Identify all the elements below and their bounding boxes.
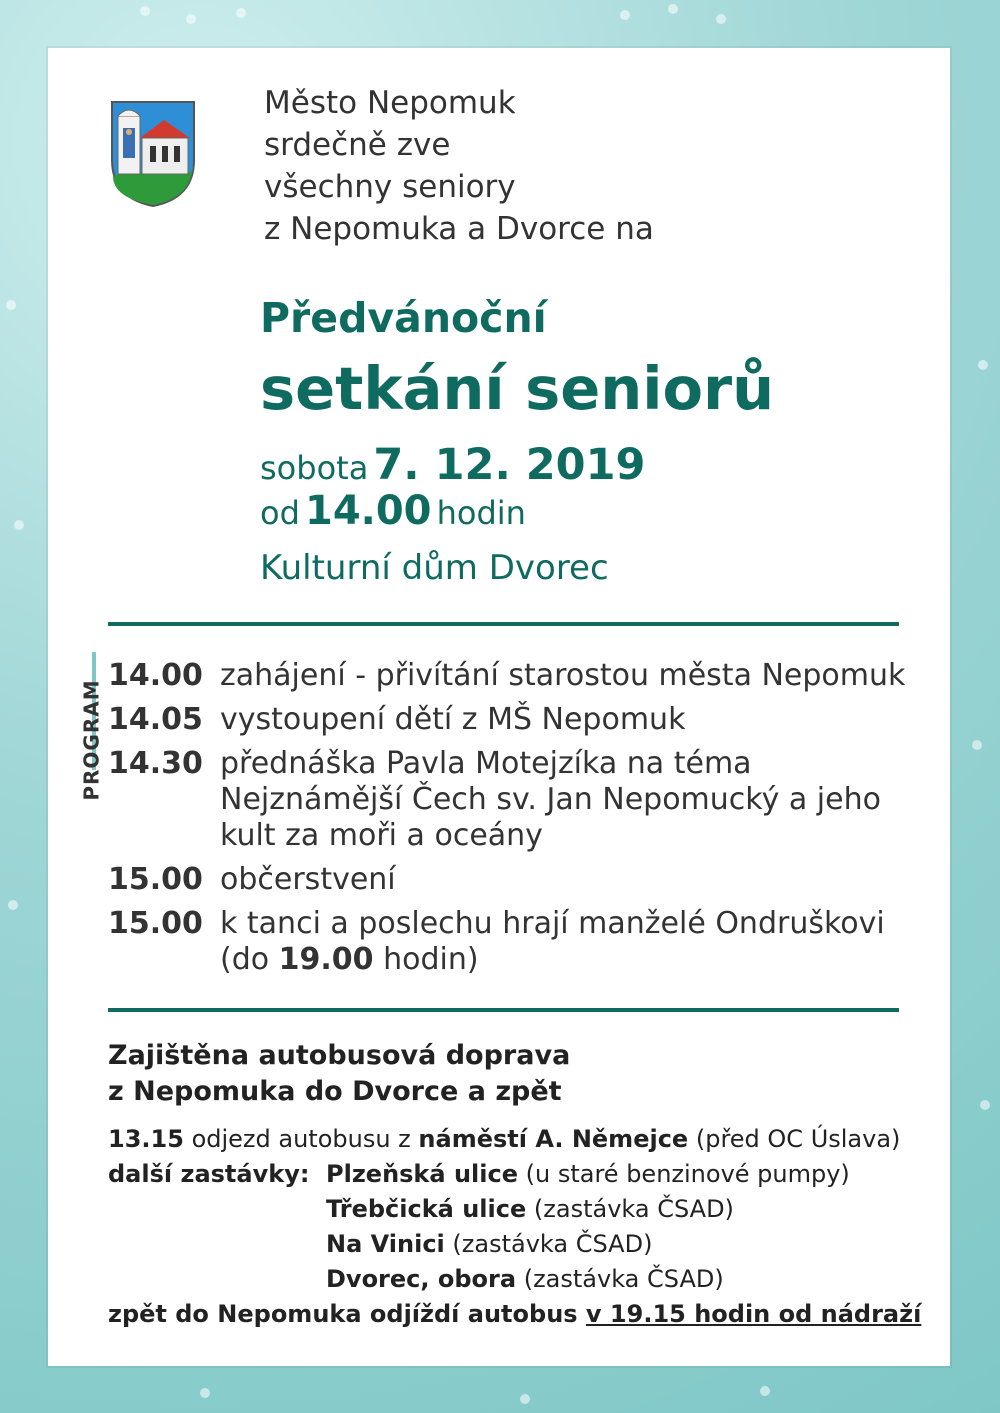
bus-heading-line1: Zajištěna autobusová doprava	[108, 1040, 571, 1071]
stop-item	[326, 1262, 850, 1297]
departure-place: náměstí A. Němejce	[418, 1125, 689, 1153]
time-value: 14.00	[304, 488, 432, 534]
time-prefix: od	[260, 494, 300, 532]
bus-heading-line2: z Nepomuka do Dvorce a zpět	[108, 1076, 562, 1107]
program-item	[108, 702, 908, 738]
program-desc-end-time: 19.00	[278, 942, 374, 977]
program-list	[108, 658, 908, 986]
event-venue: Kulturní dům Dvorec	[260, 548, 609, 588]
program-item	[108, 746, 908, 854]
divider	[108, 1008, 899, 1012]
return-detail: v 19.15 hodin od nádraží	[585, 1300, 922, 1328]
stop-item	[326, 1192, 850, 1227]
departure-note: (před OC Úslava)	[695, 1125, 901, 1153]
program-time: 14.30	[108, 746, 203, 781]
stop-note: (zastávka ČSAD)	[452, 1230, 653, 1258]
program-desc: vystoupení dětí z MŠ Nepomuk	[220, 702, 686, 737]
stop-name: Plzeňská ulice	[326, 1160, 518, 1188]
stops-list	[326, 1157, 850, 1297]
intro-line: všechny seniory	[264, 169, 516, 205]
program-label-text: PROGRAM	[80, 679, 105, 801]
program-item	[108, 906, 908, 978]
bus-stops	[108, 1157, 948, 1297]
program-desc: zahájení - přivítání starostou města Nepomuk	[220, 658, 906, 693]
program-desc-open: (do	[220, 942, 270, 977]
program-desc	[220, 906, 885, 978]
stop-name: Dvorec, obora	[326, 1265, 517, 1293]
program-time: 15.00	[108, 862, 203, 897]
return-text: zpět do Nepomuka odjíždí autobus	[108, 1300, 578, 1328]
invitation-sheet	[48, 48, 950, 1366]
program-item	[108, 862, 908, 898]
program-time: 15.00	[108, 906, 203, 941]
divider	[108, 622, 899, 626]
event-time	[260, 488, 526, 534]
event-title-line1: Předvánoční	[260, 294, 547, 342]
program-desc-close: hodin)	[383, 942, 479, 977]
coat-of-arms-icon	[108, 98, 198, 208]
departure-text: odjezd autobusu z	[191, 1125, 411, 1153]
program-time: 14.05	[108, 702, 203, 737]
date-label: sobota	[260, 449, 369, 487]
date-value: 7. 12. 2019	[373, 440, 646, 490]
program-time: 14.00	[108, 658, 203, 693]
stop-note: (u staré benzinové pumpy)	[525, 1160, 850, 1188]
bus-departure	[108, 1122, 948, 1157]
stop-item	[326, 1157, 850, 1192]
intro-text	[264, 82, 654, 250]
bus-return	[108, 1297, 948, 1332]
stop-name: Na Vinici	[326, 1230, 445, 1258]
program-item	[108, 658, 908, 694]
intro-line: Město Nepomuk	[264, 85, 516, 121]
intro-line: z Nepomuka a Dvorce na	[264, 211, 654, 247]
program-desc: přednáška Pavla Motejzíka na téma Nejznámější Čech sv. Jan Nepomucký a jeho kult za moři a oceány	[220, 746, 881, 853]
stop-note: (zastávka ČSAD)	[533, 1195, 734, 1223]
bus-info	[108, 1038, 948, 1332]
intro-line: srdečně zve	[264, 127, 451, 163]
stops-label: další zastávky:	[108, 1160, 310, 1188]
stop-item	[326, 1227, 850, 1262]
program-desc-text: k tanci a poslechu hrají manželé Ondruškovi	[220, 906, 885, 941]
event-date	[260, 440, 645, 490]
departure-time: 13.15	[108, 1125, 184, 1153]
time-suffix: hodin	[436, 494, 526, 532]
program-desc: občerstvení	[220, 862, 396, 897]
stop-name: Třebčická ulice	[326, 1195, 527, 1223]
stop-note: (zastávka ČSAD)	[523, 1265, 724, 1293]
event-title-line2: setkání seniorů	[260, 354, 775, 423]
